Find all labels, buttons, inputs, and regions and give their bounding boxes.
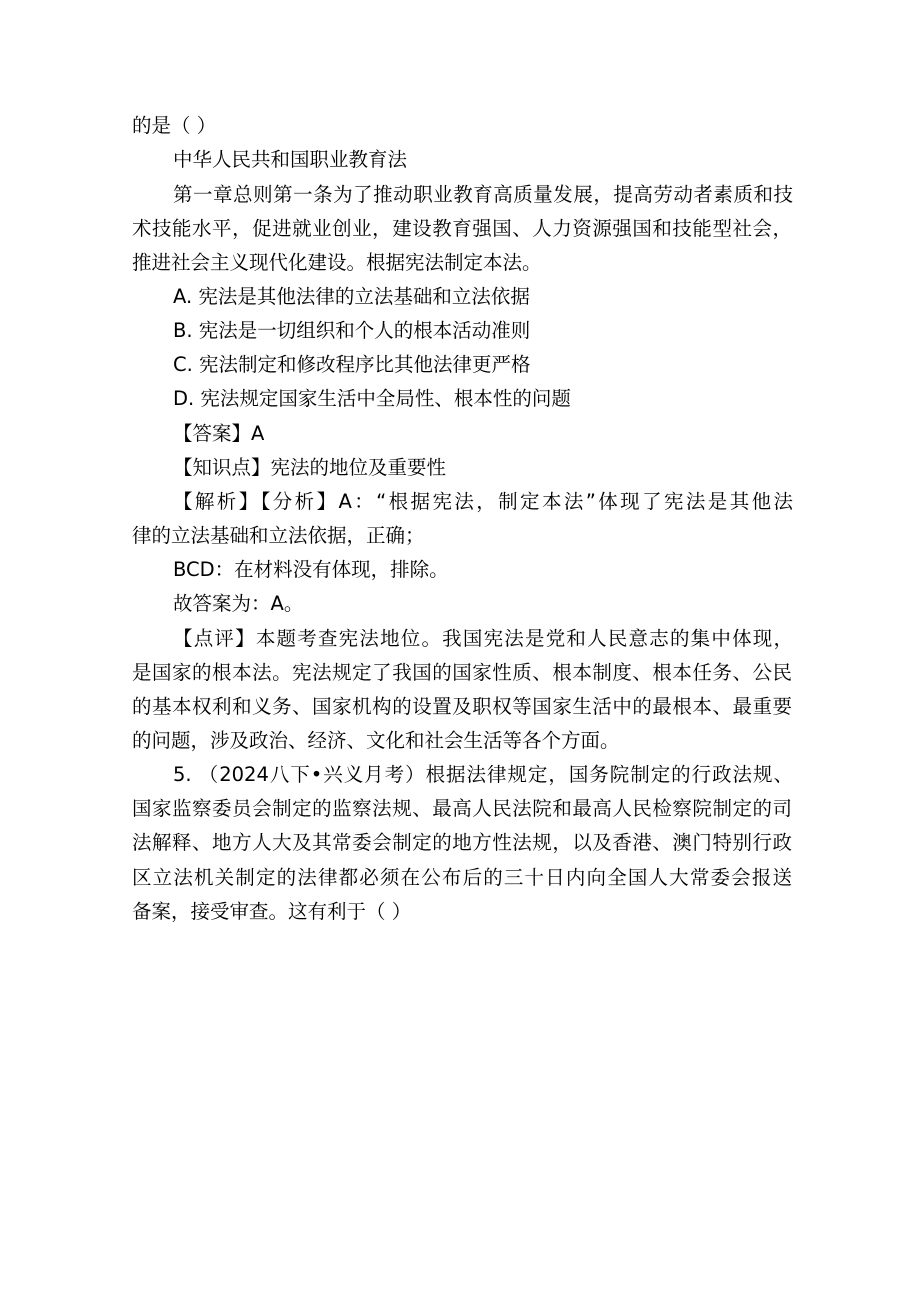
analysis-line-1: 【解析】【分析】A：“根据宪法，制定本法”体现了宪法是其他法 xyxy=(173,490,793,513)
question-5-line-1: 5. （2024八下•兴义月考）根据法律规定，国务院制定的行政法规、 xyxy=(173,763,793,786)
answer-summary: 故答案为：A。 xyxy=(173,592,304,615)
answer: 【答案】A xyxy=(173,422,265,445)
material-title: 中华人民共和国职业教育法 xyxy=(173,148,408,171)
material-text-line-3: 推进社会主义现代化建设。根据宪法制定本法。 xyxy=(132,251,542,274)
comment-line-3: 的基本权利和义务、国家机构的设置及职权等国家生活中的最根本、最重要 xyxy=(132,695,792,718)
material-text-line-1: 第一章总则第一条为了推动职业教育高质量发展，提高劳动者素质和技 xyxy=(173,183,793,206)
question-5-line-3: 法解释、地方人大及其常委会制定的地方性法规，以及香港、澳门特别行政 xyxy=(132,831,792,854)
option-c: C. 宪法制定和修改程序比其他法律更严格 xyxy=(173,353,531,376)
question-tail: 的是（ ） xyxy=(132,114,217,137)
comment-line-1: 【点评】本题考查宪法地位。我国宪法是党和人民意志的集中体现， xyxy=(173,627,793,650)
question-5-line-2: 国家监察委员会制定的监察法规、最高人民法院和最高人民检察院制定的司 xyxy=(132,797,792,820)
analysis-line-3: BCD：在材料没有体现，排除。 xyxy=(173,558,449,581)
question-5-line-5: 备案，接受审查。这有利于（ ） xyxy=(132,900,412,923)
question-5-line-4: 区立法机关制定的法律都必须在公布后的三十日内向全国人大常委会报送 xyxy=(132,866,792,889)
option-a: A. 宪法是其他法律的立法基础和立法依据 xyxy=(173,285,530,308)
analysis-line-2: 律的立法基础和立法依据，正确； xyxy=(132,524,425,547)
material-text-line-2: 术技能水平，促进就业创业，建设教育强国、人力资源强国和技能型社会， xyxy=(132,217,792,240)
comment-line-4: 的问题，涉及政治、经济、文化和社会生活等各个方面。 xyxy=(132,729,620,752)
option-b: B. 宪法是一切组织和个人的根本活动准则 xyxy=(173,319,531,342)
option-d: D. 宪法规定国家生活中全局性、根本性的问题 xyxy=(173,387,571,410)
comment-line-2: 是国家的根本法。宪法规定了我国的国家性质、根本制度、根本任务、公民 xyxy=(132,661,792,684)
knowledge-point: 【知识点】宪法的地位及重要性 xyxy=(173,456,447,479)
